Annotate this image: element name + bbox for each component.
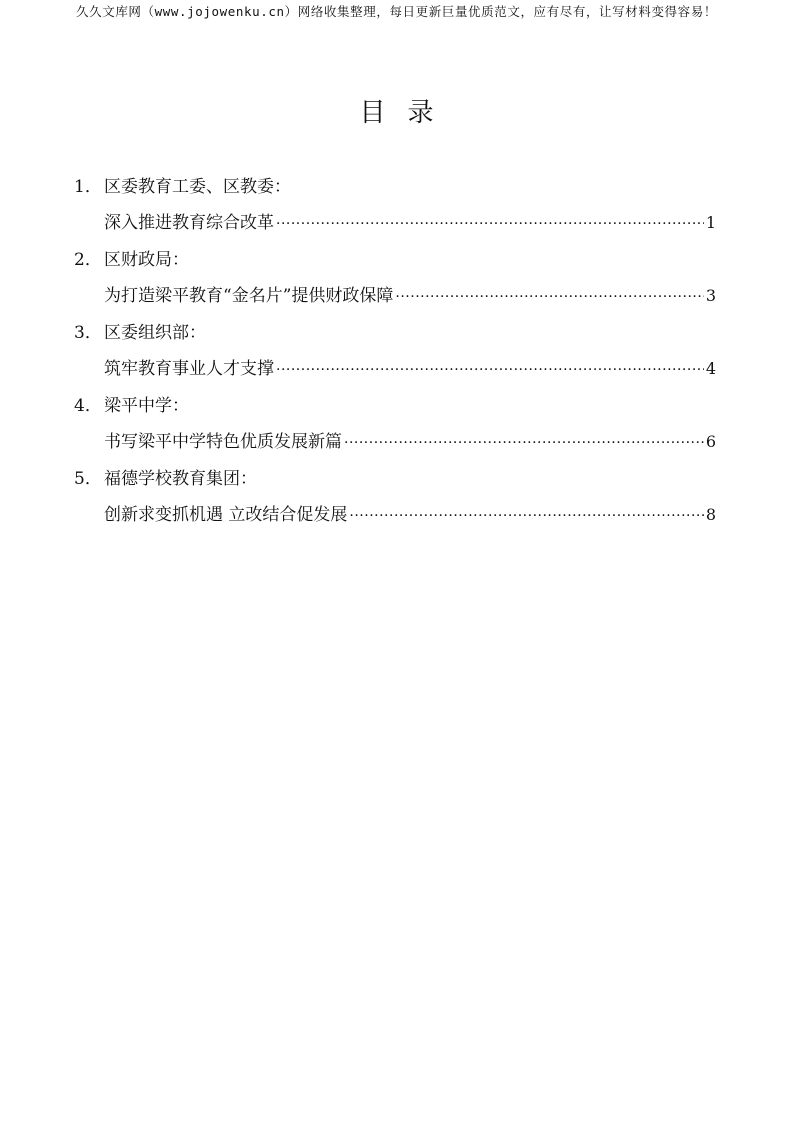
toc-entry-heading — [74, 466, 716, 492]
dot-leader — [395, 284, 703, 310]
toc-entry-page: 8 — [705, 505, 716, 524]
toc-entry-title: 为打造梁平教育“金名片”提供财政保障 — [104, 286, 394, 306]
toc-entry-title: 书写梁平中学特色优质发展新篇 — [104, 432, 342, 452]
toc-entry-title: 深入推进教育综合改革 — [104, 213, 274, 233]
toc-entry-org: 区委教育工委、区教委： — [104, 177, 291, 197]
toc-entry-page: 6 — [705, 432, 716, 451]
toc-entry-link[interactable] — [104, 502, 716, 528]
source-watermark-note: 久久文库网（www.jojowenku.cn）网络收集整理，每日更新巨量优质范文，应有尽有，让写材料变得容易！ — [76, 4, 717, 19]
dot-leader — [344, 430, 704, 456]
toc-entry-page: 1 — [705, 213, 716, 232]
toc-entry-title: 筑牢教育事业人才支撑 — [104, 359, 274, 379]
toc-entry — [74, 466, 716, 528]
toc-entry-link[interactable] — [104, 283, 716, 309]
toc-entry — [74, 174, 716, 236]
toc-entry-org: 福德学校教育集团： — [104, 469, 257, 489]
toc-entry-heading — [74, 320, 716, 346]
toc-entry-number: 4． — [74, 396, 102, 416]
toc-entry-page: 3 — [705, 286, 716, 305]
toc-entry-heading — [74, 247, 716, 273]
toc-entry-page: 4 — [705, 359, 716, 378]
toc-entry — [74, 320, 716, 382]
toc-entry-org: 梁平中学： — [104, 396, 189, 416]
title-char-2: 录 — [407, 98, 434, 128]
toc-entry — [74, 247, 716, 309]
dot-leader — [349, 503, 703, 529]
toc-entry-title: 创新求变抓机遇 立改结合促发展 — [104, 505, 348, 525]
dot-leader — [276, 211, 704, 237]
toc-entry-heading — [74, 174, 716, 200]
toc-entry-link[interactable] — [104, 210, 716, 236]
toc-entry-org: 区委组织部： — [104, 323, 206, 343]
toc-entry-org: 区财政局： — [104, 250, 189, 270]
toc-entry — [74, 393, 716, 455]
toc-entry-heading — [74, 393, 716, 419]
table-of-contents — [74, 174, 716, 539]
dot-leader — [276, 357, 704, 383]
toc-entry-number: 3． — [74, 323, 102, 343]
toc-entry-number: 1． — [74, 177, 102, 197]
toc-entry-link[interactable] — [104, 356, 716, 382]
toc-entry-number: 2． — [74, 250, 102, 270]
toc-entry-link[interactable] — [104, 429, 716, 455]
title-char-1: 目 — [359, 98, 386, 128]
page-title — [0, 92, 793, 129]
toc-entry-number: 5． — [74, 469, 102, 489]
